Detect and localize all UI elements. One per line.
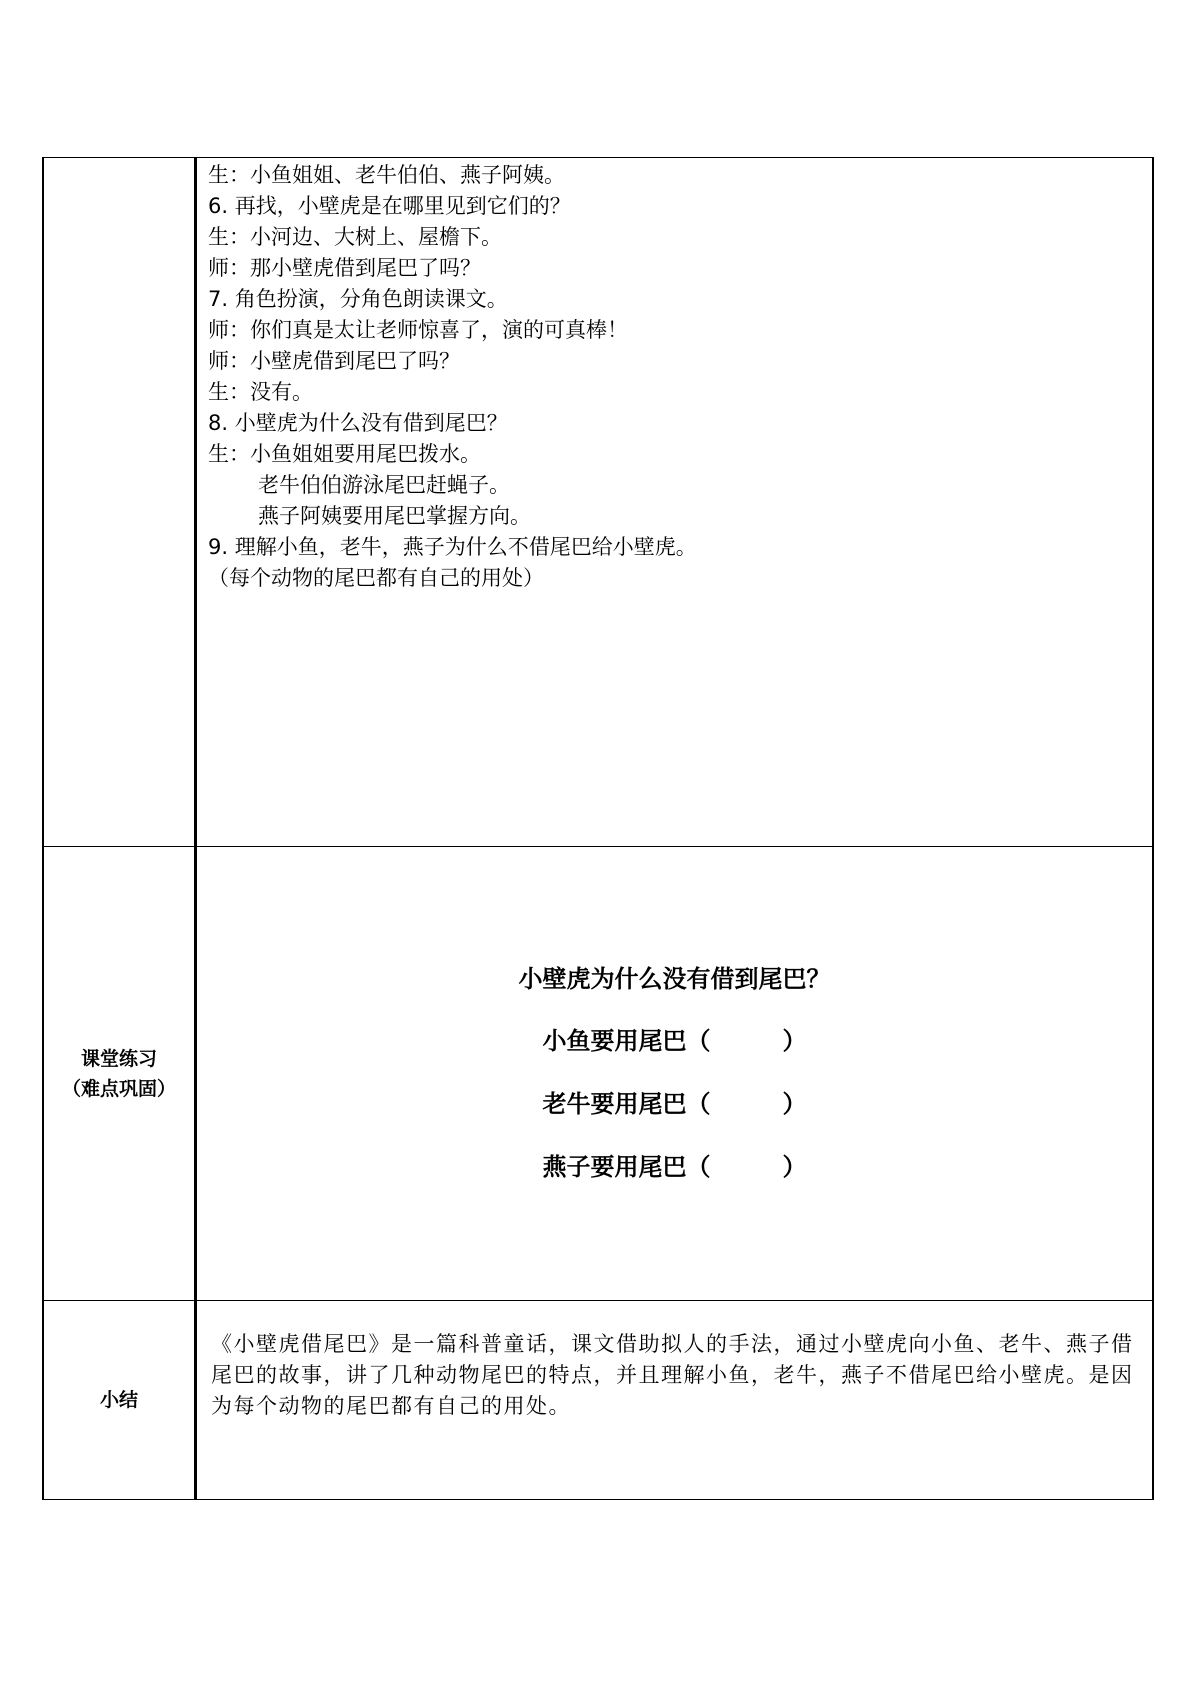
summary-content-cell: [196, 1301, 1154, 1500]
summary-text: 《小壁虎借尾巴》是一篇科普童话，课文借助拟人的手法，通过小壁虎向小鱼、老牛、燕子借尾巴的故事，讲了几种动物尾巴的特点，并且理解小鱼，老牛，燕子不借尾巴给小壁虎。是因为每个动物的尾巴都有自己的用处。: [211, 1332, 1134, 1418]
process-line: （每个动物的尾巴都有自己的用处）: [208, 566, 544, 590]
exercise-item-fish: 小鱼要用尾巴（ ）: [542, 1027, 807, 1055]
process-line: 师：你们真是太让老师惊喜了，演的可真棒！: [208, 318, 628, 342]
process-line: 6. 再找，小壁虎是在哪里见到它们的？: [208, 194, 571, 218]
process-line: 9. 理解小鱼，老牛，燕子为什么不借尾巴给小壁虎。: [208, 535, 697, 559]
process-line: 燕子阿姨要用尾巴掌握方向。: [258, 504, 531, 528]
summary-label-cell: [43, 1301, 196, 1500]
summary-label: 小结: [99, 1389, 138, 1411]
class-exercise-content: [197, 847, 1152, 1187]
class-exercise-sublabel: （难点巩固）: [61, 1077, 176, 1100]
exercise-item-ox: 老牛要用尾巴（ ）: [542, 1090, 807, 1118]
class-exercise-label-cell: [43, 847, 196, 1301]
class-exercise-label: 课堂练习: [80, 1047, 157, 1070]
teaching-process-row: [43, 158, 1153, 847]
process-line: 老牛伯伯游泳尾巴赶蝇子。: [258, 473, 510, 497]
process-line: 生：小鱼姐姐、老牛伯伯、燕子阿姨。: [208, 163, 565, 187]
teaching-process-content-cell: [196, 158, 1154, 847]
process-line: 师：那小壁虎借到尾巴了吗？: [208, 256, 481, 280]
exercise-question: 小壁虎为什么没有借到尾巴？: [518, 965, 831, 993]
process-line: 8. 小壁虎为什么没有借到尾巴？: [208, 411, 508, 435]
process-line: 生：小鱼姐姐要用尾巴拨水。: [208, 442, 481, 466]
exercise-item-swallow: 燕子要用尾巴（ ）: [542, 1153, 807, 1181]
teaching-process-dialogue: [197, 158, 1152, 594]
lesson-plan-table: [42, 157, 1154, 1500]
process-line: 生：小河边、大树上、屋檐下。: [208, 225, 502, 249]
summary-row: [43, 1301, 1153, 1500]
process-line: 7. 角色扮演，分角色朗读课文。: [208, 287, 508, 311]
class-exercise-content-cell: [196, 847, 1154, 1301]
class-exercise-row: [43, 847, 1153, 1301]
teaching-process-label-cell: [43, 158, 196, 847]
process-line: 师：小壁虎借到尾巴了吗？: [208, 349, 460, 373]
process-line: 生：没有。: [208, 380, 313, 404]
